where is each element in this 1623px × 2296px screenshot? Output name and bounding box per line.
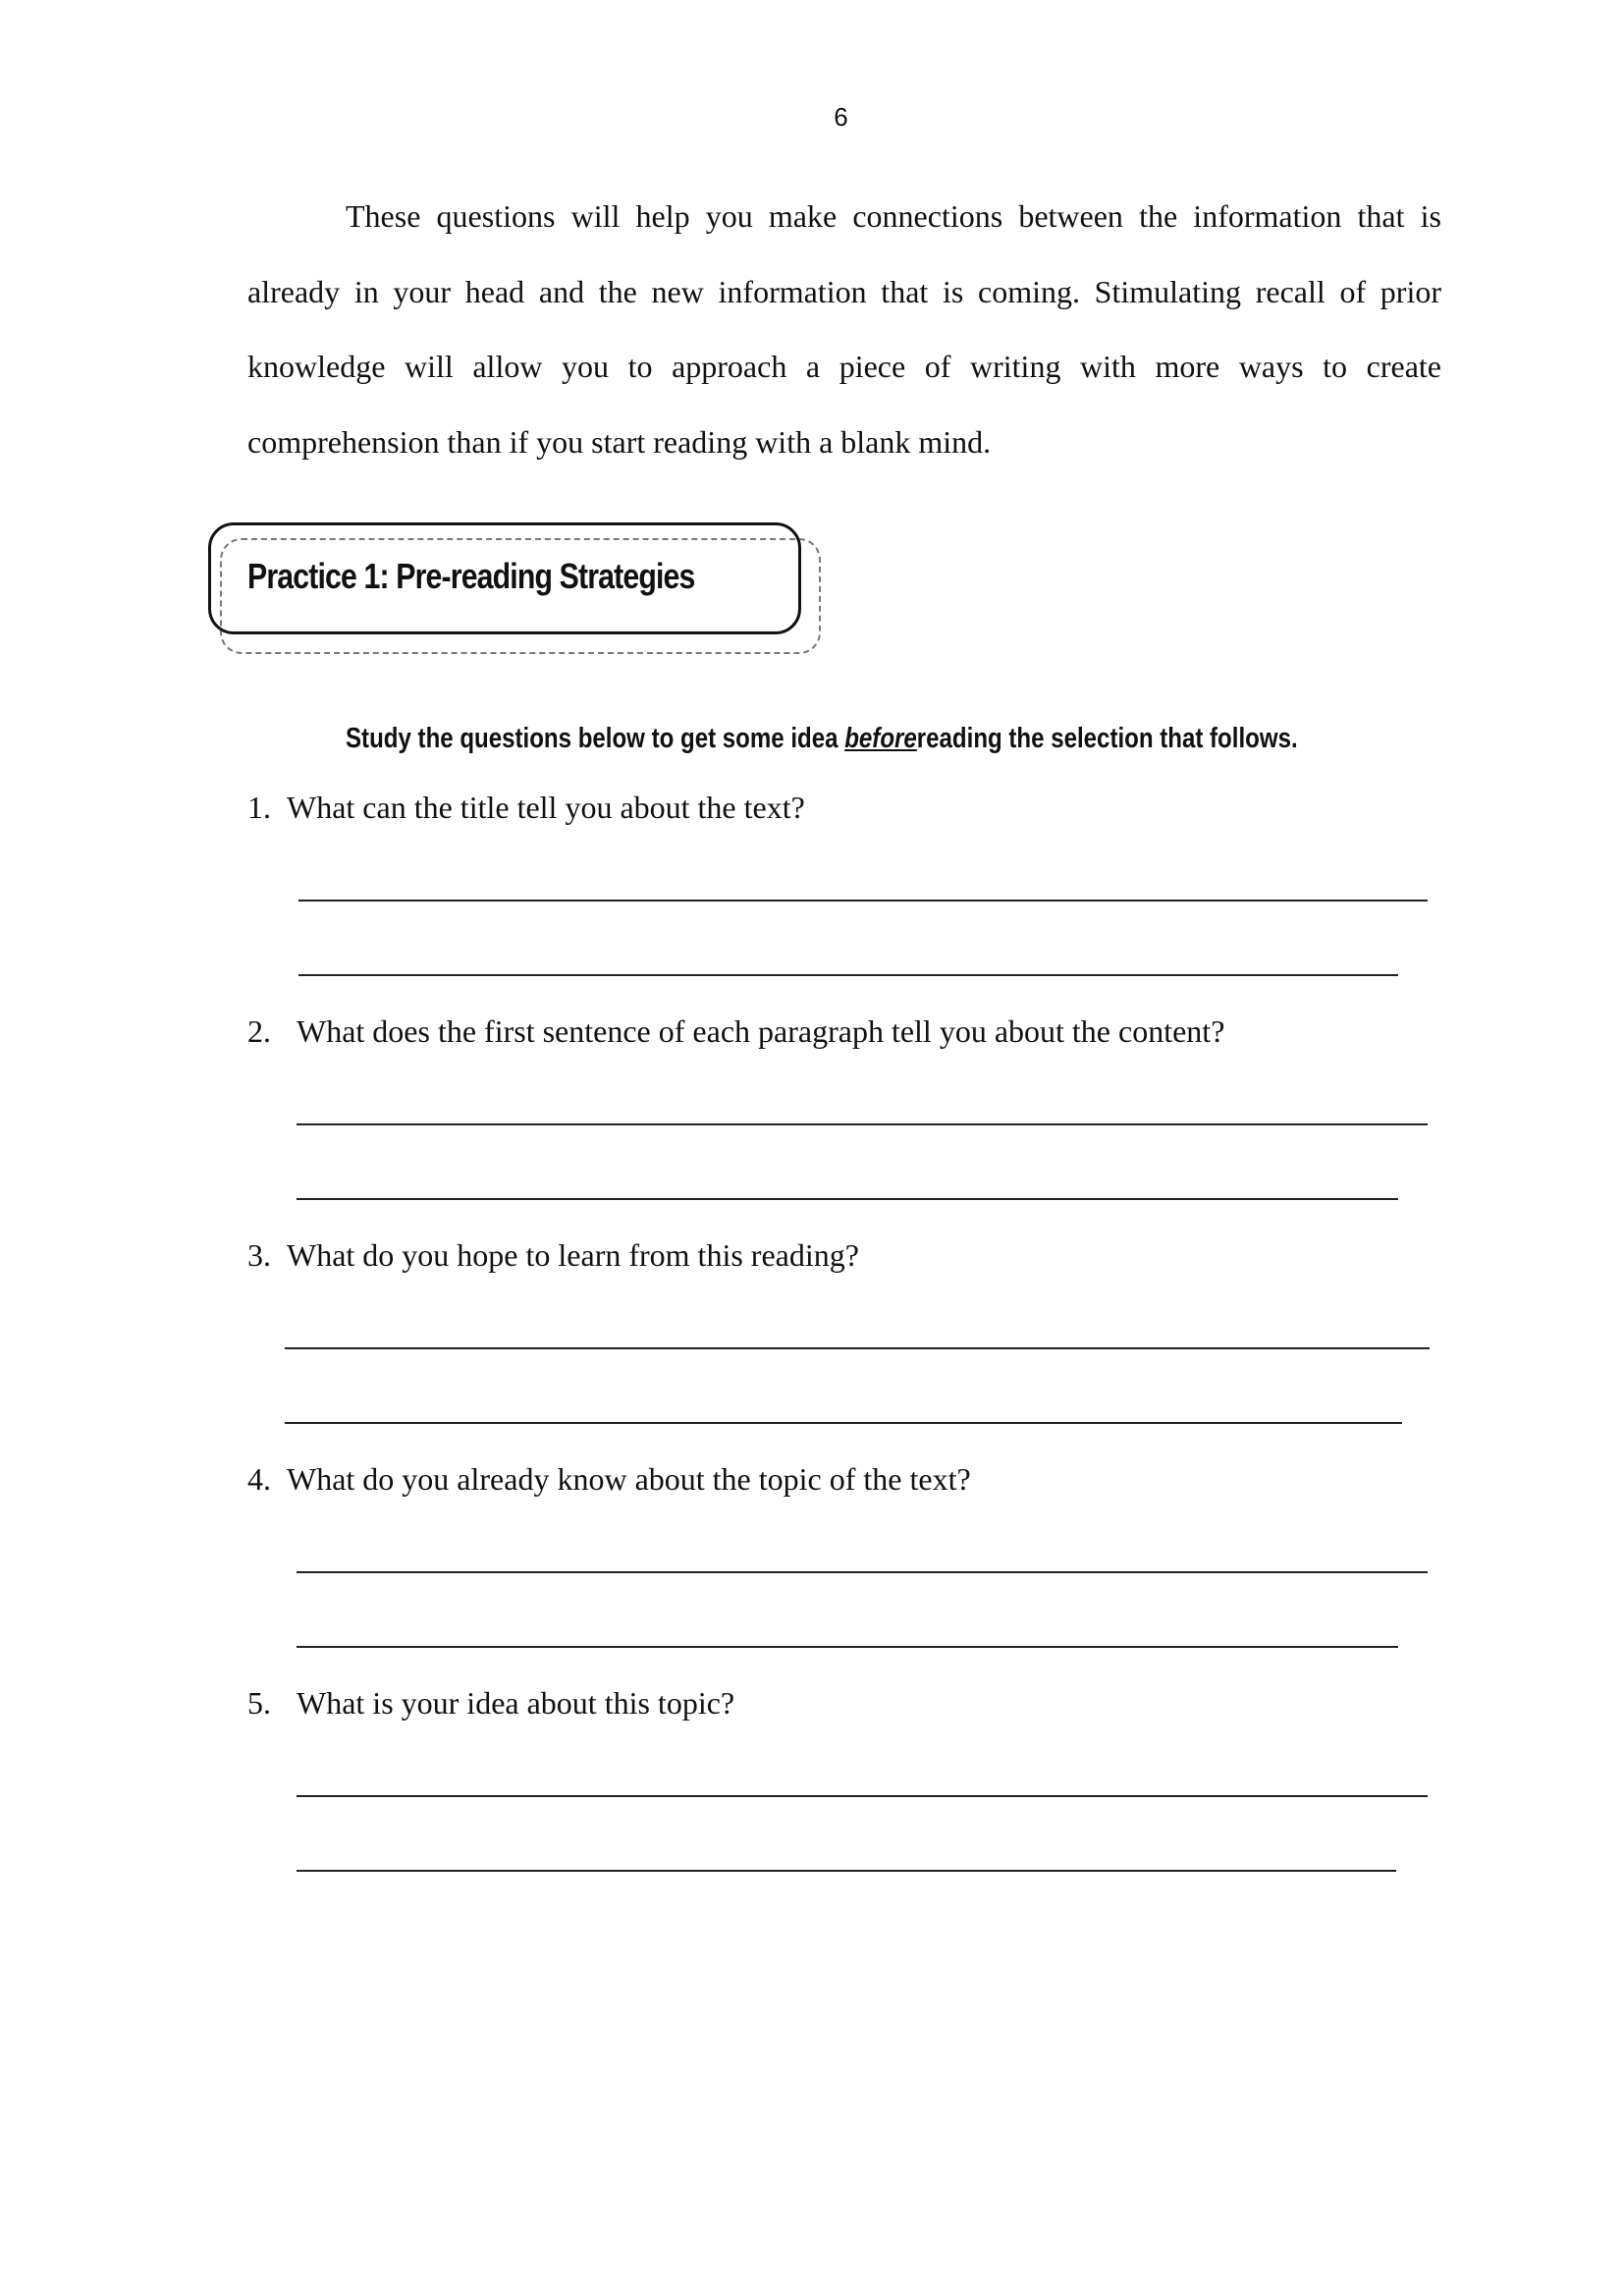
question-text: What can the title tell you about the text? [287, 790, 805, 825]
answer-line[interactable] [297, 1198, 1398, 1200]
question-text: What does the first sentence of each paragraph tell you about the content? [297, 1013, 1225, 1049]
answer-line[interactable] [298, 900, 1428, 902]
question-1 [247, 790, 805, 826]
page-number: 6 [834, 102, 848, 132]
question-text: What do you hope to learn from this reading? [287, 1237, 859, 1273]
answer-line[interactable] [285, 1347, 1430, 1349]
question-5 [247, 1685, 734, 1722]
instruction-emphasis: before [844, 723, 917, 754]
question-3 [247, 1237, 859, 1274]
question-number: 4. [247, 1461, 271, 1497]
question-text: What do you already know about the topic of the text? [287, 1461, 971, 1497]
question-number: 2. [247, 1013, 271, 1049]
question-number: 1. [247, 790, 271, 825]
question-number: 5. [247, 1685, 271, 1721]
answer-line[interactable] [297, 1123, 1428, 1125]
practice-title: Practice 1: Pre-reading Strategies [247, 556, 695, 596]
answer-line[interactable] [285, 1422, 1402, 1424]
instruction-text [346, 723, 1298, 755]
answer-line[interactable] [297, 1571, 1428, 1573]
question-2 [247, 1013, 1224, 1050]
instruction-after: reading the selection that follows. [916, 723, 1298, 754]
instruction-before: Study the questions below to get some idea [346, 723, 845, 754]
question-4 [247, 1461, 971, 1498]
intro-paragraph: These questions will help you make connections between the information that is already in your head and the new information that is coming. Stimulating recall of prior knowledge will allow you to approach a piece of writing with more ways to create comprehension than if you start reading with a blank mind. [247, 198, 1441, 460]
answer-line[interactable] [298, 974, 1398, 976]
answer-line[interactable] [297, 1870, 1396, 1872]
answer-line[interactable] [297, 1646, 1398, 1648]
answer-line[interactable] [297, 1795, 1428, 1797]
question-text: What is your idea about this topic? [297, 1685, 735, 1721]
question-number: 3. [247, 1237, 271, 1273]
